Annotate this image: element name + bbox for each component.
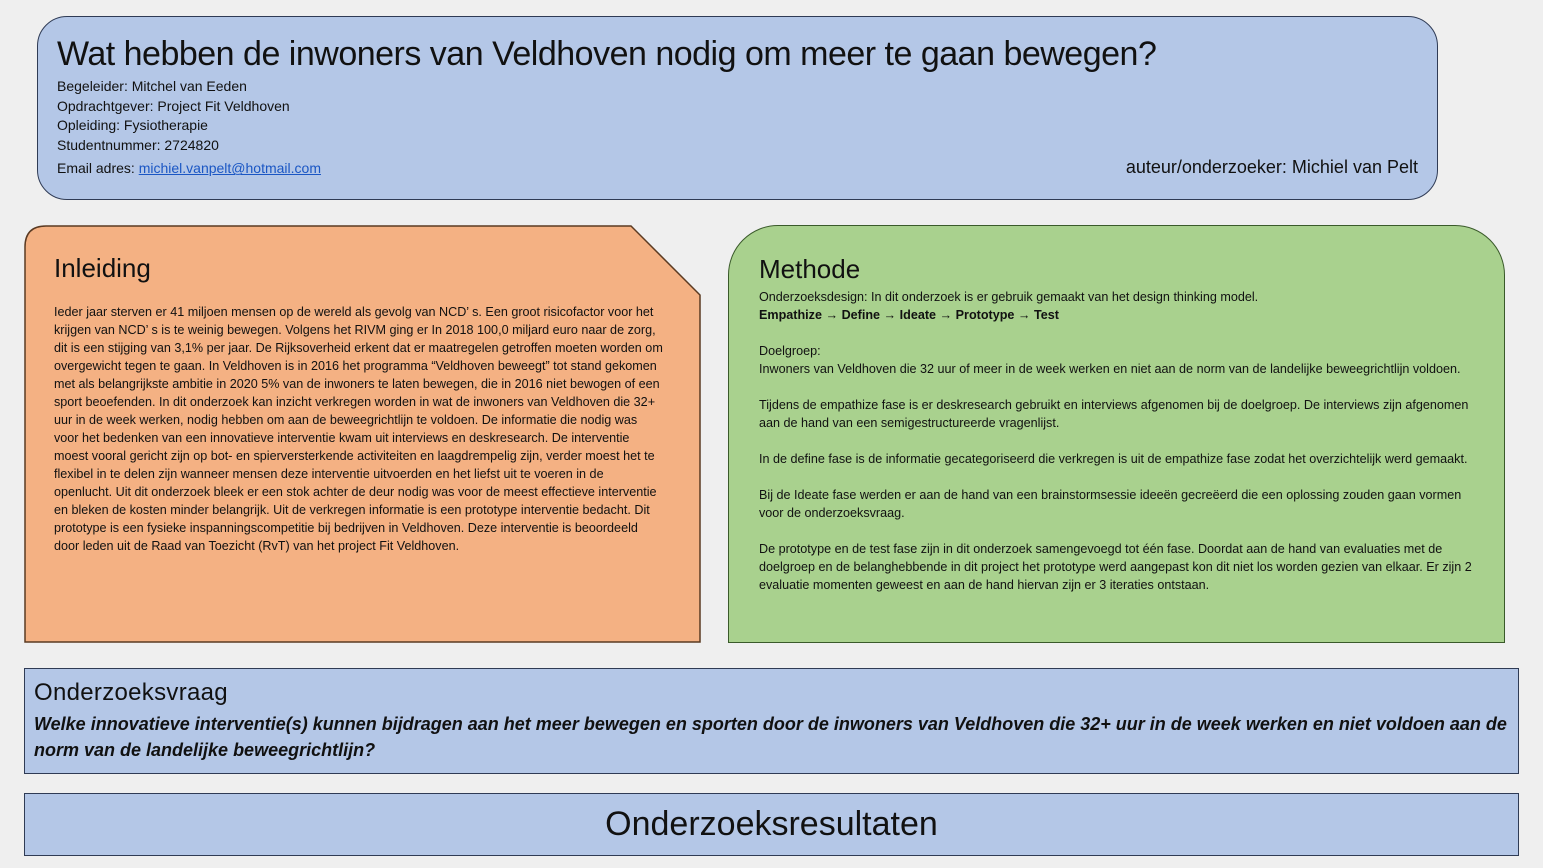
onderzoeksresultaten-banner bbox=[24, 793, 1519, 856]
onderzoeksvraag-panel bbox=[24, 668, 1519, 774]
page-title: Wat hebben de inwoners van Veldhoven nodig om meer te gaan bewegen? bbox=[57, 35, 1157, 73]
begeleider-line: Begeleider: Mitchel van Eeden bbox=[57, 78, 247, 94]
title-banner bbox=[37, 16, 1438, 200]
email-line bbox=[57, 159, 321, 179]
methode-title: Methode bbox=[759, 254, 861, 284]
inleiding-title: Inleiding bbox=[54, 253, 151, 283]
design-thinking-steps: Empathize → Define → Ideate → Prototype → Test bbox=[759, 308, 1059, 322]
doelgroep-text: Inwoners van Veldhoven die 32 uur of meer in de week werken en niet aan de norm van de landelijke beweegrichtlijn voldoen. bbox=[759, 362, 1461, 376]
define-text: In de define fase is de informatie gecategoriseerd die verkregen is uit de empathize fase zodat het overzichtelijk werd gemaakt. bbox=[759, 452, 1468, 466]
author-label: auteur/onderzoeker: Michiel van Pelt bbox=[1125, 157, 1418, 177]
opdrachtgever-line: Opdrachtgever: Project Fit Veldhoven bbox=[57, 97, 290, 114]
onderzoeksresultaten-title: Onderzoeksresultaten bbox=[605, 805, 938, 843]
meta-info bbox=[57, 77, 321, 179]
opleiding-line: Opleiding: Fysiotherapie bbox=[57, 117, 208, 134]
email-label: Email adres: bbox=[57, 160, 139, 177]
methode-panel bbox=[728, 225, 1505, 643]
methode-design: Onderzoeksdesign: In dit onderzoek is er gebruik gemaakt van het design thinking model. bbox=[759, 290, 1259, 304]
studentnummer-line: Studentnummer: 2724820 bbox=[57, 136, 219, 153]
onderzoeksvraag-question: Welke innovatieve interventie(s) kunnen bijdragen aan het meer bewegen en sporten door de inwoners van Veldhoven die 32+ uur in de week werken en niet voldoen aan de norm van de landelijke beweegrichtlijn? bbox=[34, 714, 1507, 760]
inleiding-panel bbox=[24, 225, 701, 643]
ideate-text: Bij de Ideate fase werden er aan de hand van een brainstormsessie ideeën gecreëerd die een oplossing zouden gaan vormen voor de onderzoeksvraag. bbox=[759, 488, 1462, 520]
prototype-text: De prototype en de test fase zijn in dit onderzoek samengevoegd tot één fase. Doordat aan de hand van evaluaties met de doelgroep en de belanghebbende in dit project het prototype werd aangepast kon dit niet los worden gezien van elkaar. Er zijn 2 evaluatie momenten geweest en aan de hand hiervan zijn er 3 iteraties ontstaan. bbox=[759, 542, 1472, 592]
inleiding-text: Ieder jaar sterven er 41 miljoen mensen op de wereld als gevolg van NCD’ s. Een groot risicofactor voor het krijgen van NCD’ s is te weinig bewegen. Volgens het RIVM ging er In 2018 100,0 miljard euro naar de zorg, dit is een stijging van 3,1% per jaar. De Rijksoverheid erkent dat er maatregelen getroffen moeten worden om overgewicht tegen te gaan. In Veldhoven is in 2016 het programma “Veldhoven beweegt” tot stand gekomen met als belangrijkste ambitie in 2020 5% van de inwoners te laten bewegen, die in 2016 niet bewogen of een sport beoefenden. In dit onderzoek kan inzicht verkregen worden in wat de inwoners van Veldhoven die 32+ uur in de week werken, nodig hebben om aan de beweegrichtlijn te voldoen. De informatie die nodig was voor het bedenken van een innovatieve interventie kwam uit interviews en deskresearch. De interventie moest vooral gericht zijn op bot- en spierversterkende activiteiten en laagdrempelig zijn, verder moest het te flexibel in te delen zijn wanneer mensen deze interventie uitvoerden en het liefst uit te voeren in de openlucht. Uit dit onderzoek bleek er een stok achter de deur nodig was voor de meest effectieve interventie en bleken de kosten minder belangrijk. Uit de verkregen informatie is een prototype interventie bedacht. Dit prototype is een fysieke inspanningscompetitie bij bedrijven in Veldhoven. Deze interventie is beoordeeld door leden uit de Raad van Toezicht (RvT) van het project Fit Veldhoven. bbox=[54, 305, 663, 553]
doelgroep-label: Doelgroep: bbox=[759, 344, 821, 358]
onderzoeksvraag-title: Onderzoeksvraag bbox=[34, 679, 228, 706]
methode-body bbox=[759, 288, 1479, 612]
empathize-text: Tijdens de empathize fase is er deskresearch gebruikt en interviews afgenomen bij de doelgroep. De interviews zijn afgenomen aan de hand van een semigestructureerde vragenlijst. bbox=[759, 398, 1469, 430]
email-link[interactable]: michiel.vanpelt@hotmail.com bbox=[138, 160, 321, 177]
